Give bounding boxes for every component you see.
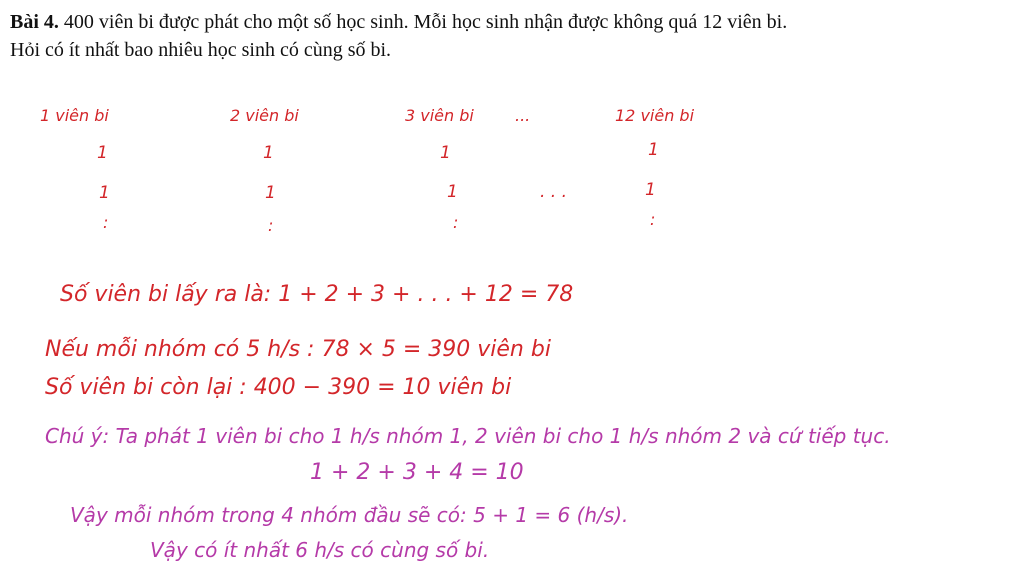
note-line-1: Chú ý: Ta phát 1 viên bi cho 1 h/s nhóm 1, 2 viên bi cho 1 h/s nhóm 2 và cứ tiếp tục. <box>45 424 891 448</box>
row2-col12: 1 <box>645 180 656 200</box>
solution-line-2: Nếu mỗi nhóm có 5 h/s : 78 × 5 = 390 viên bi <box>45 337 551 362</box>
problem-label: Bài 4. <box>10 11 59 33</box>
note-line-3: Vậy mỗi nhóm trong 4 nhóm đầu sẽ có: 5 + 1 = 6 (h/s). <box>70 503 629 527</box>
row1-col2: 1 <box>263 143 274 163</box>
row2-col3: 1 <box>447 182 458 202</box>
solution-line-1: Số viên bi lấy ra là: 1 + 2 + 3 + . . . + 12 = 78 <box>60 282 574 307</box>
solution-line-3: Số viên bi còn lại : 400 − 390 = 10 viên bi <box>45 375 512 400</box>
vdots-col12: : <box>650 210 656 229</box>
problem-line-1 <box>10 8 1010 36</box>
header-ellipsis: ... <box>515 106 531 125</box>
row1-col3: 1 <box>440 143 451 163</box>
vdots-col1: : <box>103 213 109 232</box>
note-line-4: Vậy có ít nhất 6 h/s có cùng số bi. <box>150 538 490 562</box>
problem-line-2: Hỏi có ít nhất bao nhiêu học sinh có cùng số bi. <box>10 39 392 61</box>
problem-text-1: 400 viên bi được phát cho một số học sinh. Mỗi học sinh nhận được không quá 12 viên bi. <box>63 11 788 33</box>
header-2-beads: 2 viên bi <box>230 106 299 125</box>
vdots-col3: : <box>453 213 459 232</box>
row1-col1: 1 <box>97 143 108 163</box>
header-3-beads: 3 viên bi <box>405 106 474 125</box>
row1-col12: 1 <box>648 140 659 160</box>
row2-ellipsis: . . . <box>540 182 568 202</box>
header-1-bead: 1 viên bi <box>40 106 109 125</box>
problem-statement <box>10 8 1010 64</box>
header-12-beads: 12 viên bi <box>615 106 695 125</box>
note-line-2: 1 + 2 + 3 + 4 = 10 <box>310 460 524 485</box>
row2-col1: 1 <box>99 183 110 203</box>
row2-col2: 1 <box>265 183 276 203</box>
vdots-col2: : <box>268 216 274 235</box>
